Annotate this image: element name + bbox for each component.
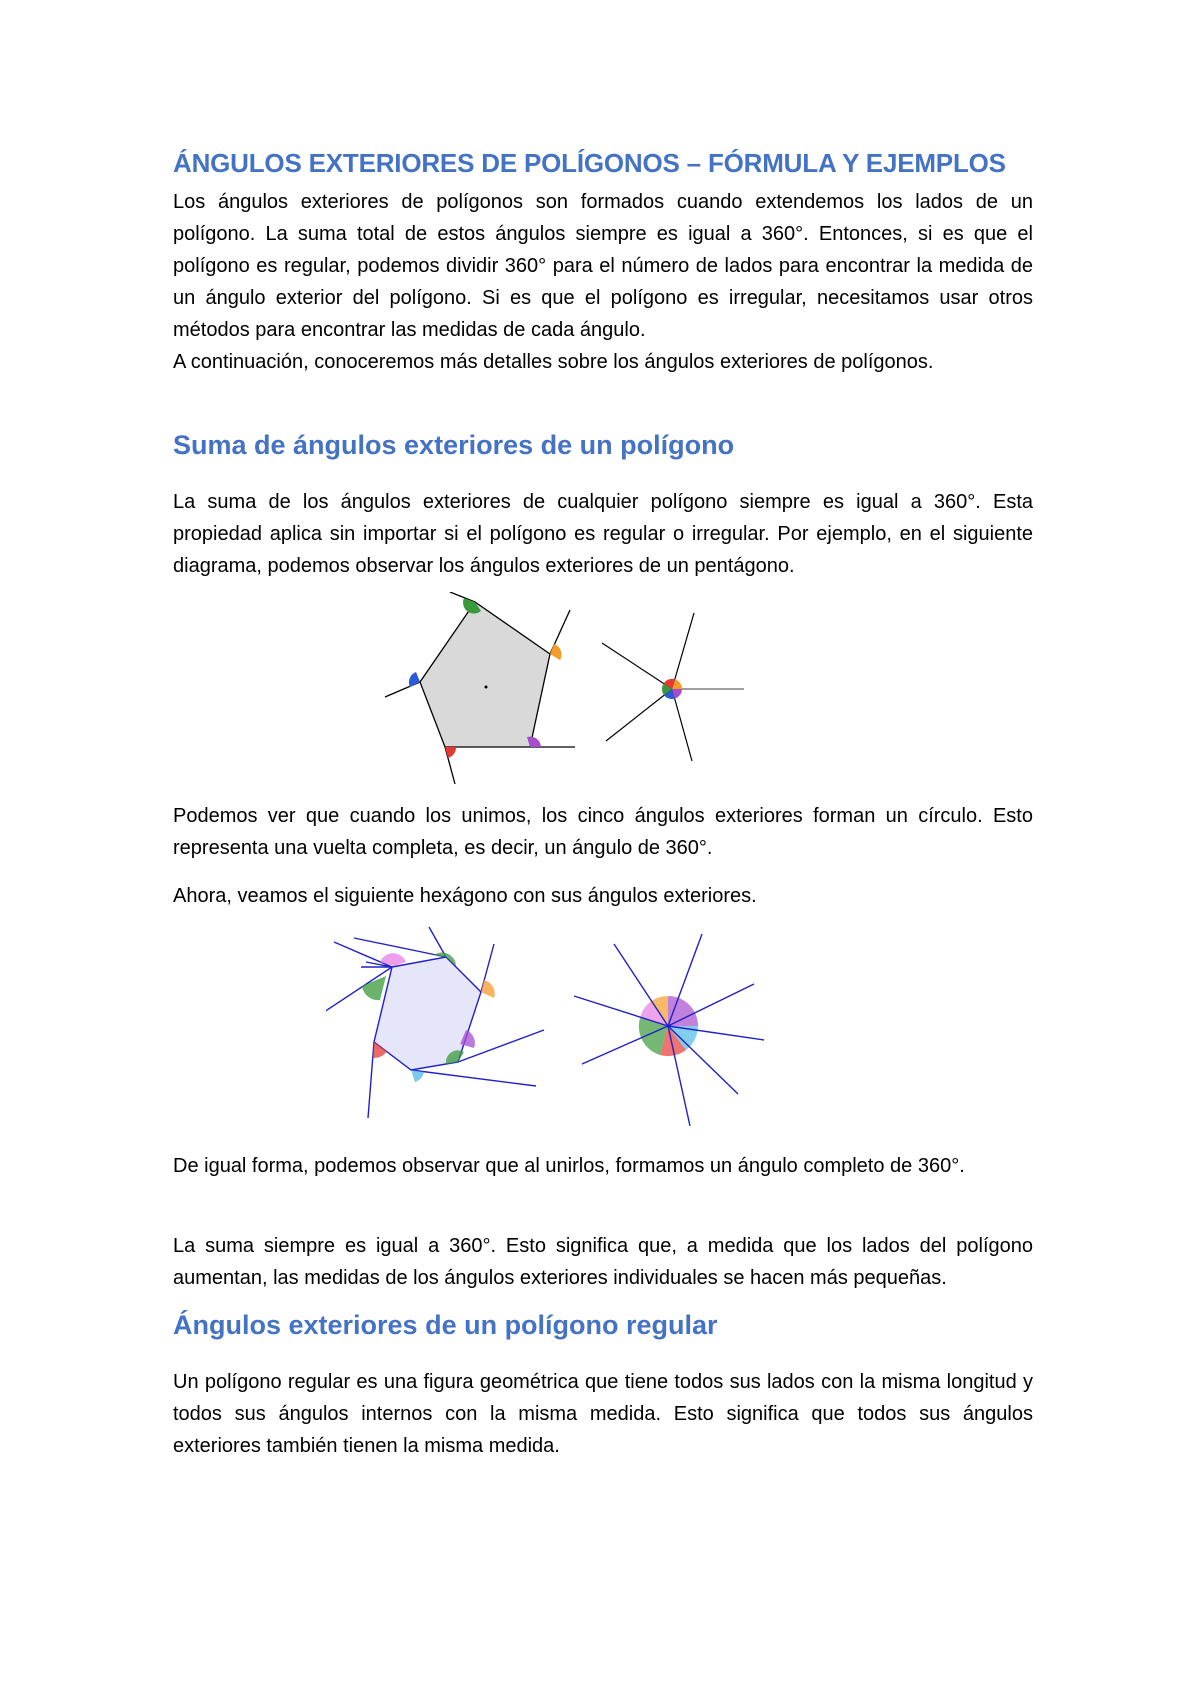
ray	[668, 1026, 738, 1094]
pentagon-exterior-angles-diagram	[380, 592, 760, 788]
ray	[602, 643, 672, 689]
center-point	[485, 686, 488, 689]
pentagon-angles-joined	[602, 613, 744, 761]
sum-paragraph-5: La suma siempre es igual a 360°. Esto significa que, a medida que los lados del polígono aumentan, las medidas de los ángulos exteriores individuales se hacen más pequeñas.	[173, 1235, 1033, 1289]
hexagon-shape	[374, 957, 481, 1070]
extended-side	[450, 592, 475, 602]
extended-side	[354, 938, 446, 957]
exterior-angle-mark	[409, 672, 420, 687]
extended-side	[411, 1070, 536, 1086]
ray	[614, 944, 668, 1026]
page-title: ÁNGULOS EXTERIORES DE POLÍGONOS – FÓRMULA Y EJEMPLOS	[173, 148, 1006, 178]
pentagon-shape	[420, 602, 550, 747]
hexagon-angles-joined	[574, 934, 764, 1126]
intro-paragraph: Los ángulos exteriores de polígonos son formados cuando extendemos los lados de un polígono. La suma total de estos ángulos siempre es igual a 360°. Entonces, si es que el polígono es regular, podemos dividir 360° para el número de lados para encontrar la medida de un ángulo exterior del polígono. Si es que el polígono es irregular, necesitamos usar otros métodos para encontrar las medidas de cada ángulo.	[173, 191, 1033, 341]
ray	[606, 689, 672, 741]
ray	[672, 689, 692, 761]
extended-side	[368, 1042, 374, 1118]
exterior-angle-mark	[411, 1070, 424, 1082]
section-heading-sum: Suma de ángulos exteriores de un polígono	[173, 430, 735, 460]
ray	[672, 613, 694, 689]
hexagon-exterior-angles-diagram	[326, 922, 772, 1132]
joined-angle	[668, 996, 698, 1026]
regular-paragraph-1: Un polígono regular es una figura geométrica que tiene todos sus lados con la misma longitud y todos sus ángulos internos con la misma medida. Esto significa que todos sus ángulos exteriores también tienen la misma medida.	[173, 1371, 1033, 1457]
section-heading-regular: Ángulos exteriores de un polígono regular	[173, 1310, 718, 1340]
sum-paragraph-2: Podemos ver que cuando los unimos, los cinco ángulos exteriores forman un círculo. Esto representa una vuelta completa, es decir, un ángulo de 360°.	[173, 805, 1033, 859]
sum-paragraph-1: La suma de los ángulos exteriores de cualquier polígono siempre es igual a 360°. Esta propiedad aplica sin importar si el polígono es regular o irregular. Por ejemplo, en el siguiente diagrama, podemos observar los ángulos exteriores de un pentágono.	[173, 491, 1033, 577]
intro-followup-paragraph: A continuación, conoceremos más detalles sobre los ángulos exteriores de polígonos.	[173, 351, 934, 373]
pentagon-figure	[385, 592, 575, 784]
exterior-angle-mark	[445, 747, 456, 758]
extended-side	[429, 927, 446, 957]
hexagon-figure	[326, 927, 544, 1118]
sum-paragraph-4: De igual forma, podemos observar que al unirlos, formamos un ángulo completo de 360°.	[173, 1155, 965, 1177]
exterior-angle-mark	[550, 644, 562, 660]
extended-side	[334, 942, 392, 967]
sum-paragraph-3: Ahora, veamos el siguiente hexágono con sus ángulos exteriores.	[173, 885, 757, 907]
